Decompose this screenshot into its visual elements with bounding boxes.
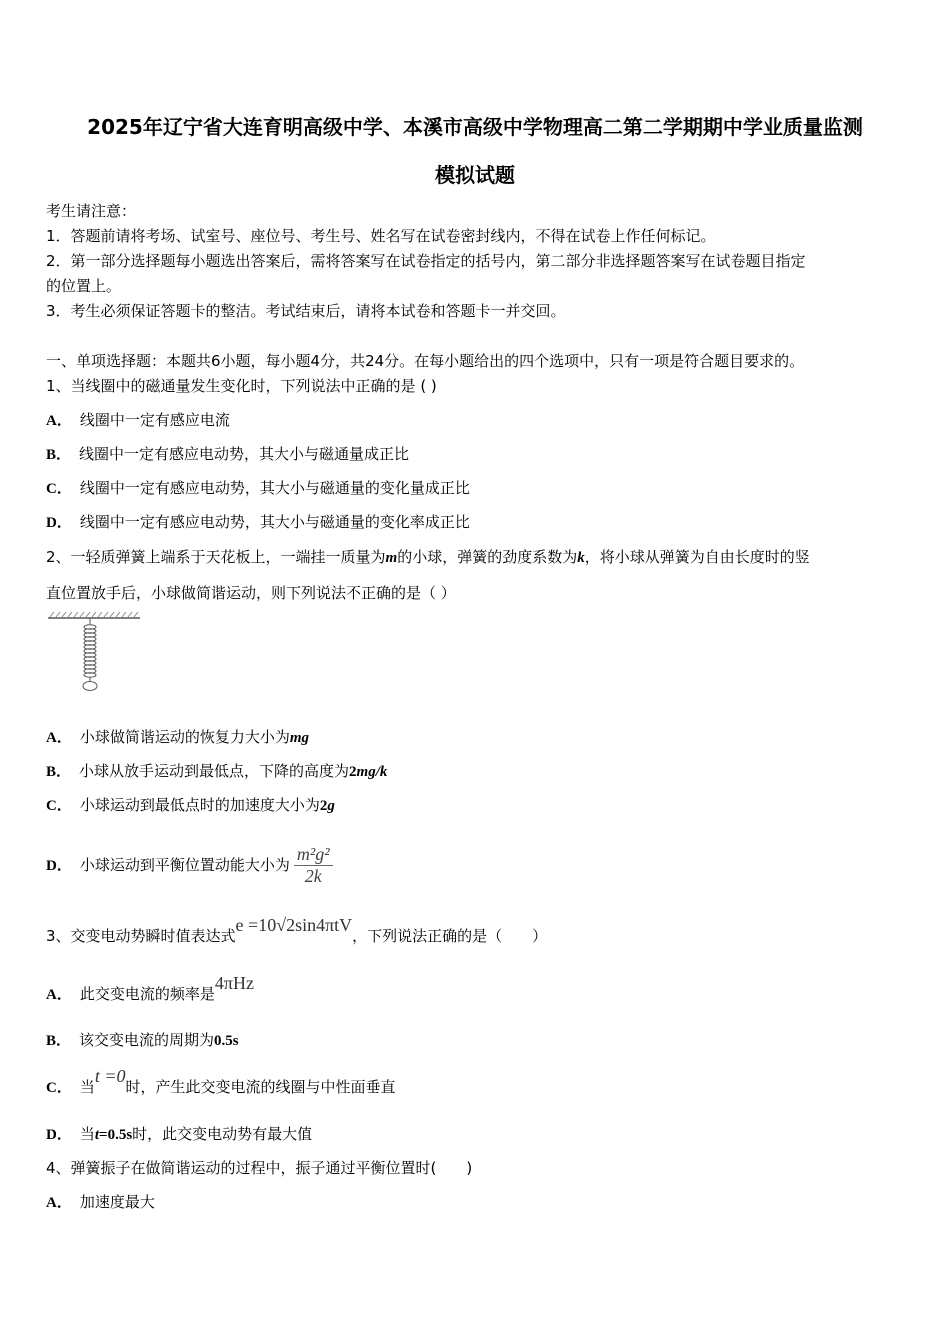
option-label: A． bbox=[46, 987, 72, 1003]
q2-option-c bbox=[46, 795, 335, 816]
option-text: 线圈中一定有感应电流 bbox=[79, 411, 230, 429]
option-math-t: t bbox=[94, 1127, 100, 1143]
section-heading: 一、单项选择题：本题共6小题，每小题4分，共24分。在每小题给出的四个选项中，只有一项是符合题目要求的。 bbox=[46, 352, 805, 370]
option-text: 该交变电流的周期为 bbox=[79, 1031, 215, 1049]
notice-item: 2．第一部分选择题每小题选出答案后，需将答案写在试卷指定的括号内，第二部分非选择题答案写在试卷题目指定 bbox=[46, 252, 806, 270]
option-math-number: 2 bbox=[349, 764, 357, 780]
option-text: 小球从放手运动到最低点，下降的高度为 bbox=[79, 762, 350, 780]
option-text: 线圈中一定有感应电动势，其大小与磁通量成正比 bbox=[79, 445, 410, 463]
option-math: mg bbox=[289, 730, 310, 746]
question-1-stem: 1、当线圈中的磁通量发生变化时，下列说法中正确的是 ( ) bbox=[46, 377, 437, 395]
fraction-denominator: 2k bbox=[304, 866, 322, 886]
option-label: A． bbox=[46, 730, 72, 746]
option-label: B． bbox=[46, 447, 72, 463]
option-text: 线圈中一定有感应电动势，其大小与磁通量的变化量成正比 bbox=[79, 479, 470, 497]
fraction bbox=[294, 844, 333, 887]
stem-text: 2、一轻质弹簧上端系于天花板上，一端挂一质量为 bbox=[46, 548, 386, 566]
q3-option-d bbox=[46, 1124, 312, 1145]
option-text: 加速度最大 bbox=[79, 1193, 155, 1211]
notice-item: 1．答题前请将考场、试室号、座位号、考生号、姓名写在试卷密封线内，不得在试卷上作任何标记。 bbox=[46, 227, 716, 245]
formula: e =10√2sin4πtV bbox=[235, 915, 353, 935]
q4-option-a bbox=[46, 1192, 155, 1213]
option-label: A． bbox=[46, 1195, 72, 1211]
option-text: 线圈中一定有感应电动势，其大小与磁通量的变化率成正比 bbox=[79, 513, 470, 531]
q3-option-b bbox=[46, 1030, 239, 1051]
option-text: 小球运动到平衡位置动能大小为 bbox=[79, 856, 290, 874]
option-label: D． bbox=[46, 1127, 72, 1143]
q1-option-b bbox=[46, 444, 409, 465]
fraction-numerator: m²g² bbox=[294, 844, 333, 866]
stem-text: ，将小球从弹簧为自由长度时的竖 bbox=[584, 548, 810, 566]
title-line-2: 模拟试题 bbox=[435, 163, 515, 187]
title-line-1: 2025年辽宁省大连育明高级中学、本溪市高级中学物理高二第二学期期中学业质量监测 bbox=[87, 115, 863, 139]
option-math-number: 2 bbox=[319, 798, 328, 814]
q2-option-d bbox=[46, 843, 333, 888]
option-math: =0.5s bbox=[99, 1127, 133, 1143]
notice-heading: 考生请注意： bbox=[46, 202, 137, 220]
option-label: C． bbox=[46, 798, 72, 814]
option-text: 当 bbox=[79, 1125, 95, 1143]
option-label: B． bbox=[46, 1033, 72, 1049]
math-k: k bbox=[577, 550, 585, 566]
option-math: 0.5s bbox=[214, 1033, 239, 1049]
option-math: t =0 bbox=[94, 1066, 126, 1086]
q3-option-c bbox=[46, 1066, 396, 1098]
q1-option-d bbox=[46, 512, 470, 533]
option-label: A． bbox=[46, 413, 72, 429]
question-2-stem-line-1 bbox=[46, 547, 810, 568]
option-text: 时，产生此交变电流的线圈与中性面垂直 bbox=[125, 1078, 396, 1096]
option-math: g bbox=[327, 798, 335, 814]
option-label: D． bbox=[46, 858, 72, 874]
option-math: mg/k bbox=[356, 764, 388, 780]
option-label: C． bbox=[46, 1080, 72, 1096]
option-label: B． bbox=[46, 764, 72, 780]
q2-option-a bbox=[46, 727, 309, 748]
q1-option-c bbox=[46, 478, 470, 499]
option-text: 时，此交变电动势有最大值 bbox=[132, 1125, 313, 1143]
stem-text: 3、交变电动势瞬时值表达式 bbox=[46, 927, 236, 945]
q1-option-a bbox=[46, 410, 230, 431]
math-m: m bbox=[385, 550, 398, 566]
stem-text: ，下列说法正确的是（ ） bbox=[352, 927, 548, 945]
option-math: 4πHz bbox=[214, 973, 254, 993]
option-text: 小球运动到最低点时的加速度大小为 bbox=[79, 796, 320, 814]
question-3-stem bbox=[46, 915, 548, 946]
q2-option-b bbox=[46, 761, 387, 782]
option-text: 此交变电流的频率是 bbox=[79, 985, 215, 1003]
option-text: 当 bbox=[79, 1078, 95, 1096]
q3-option-a bbox=[46, 973, 254, 1005]
notice-item: 3．考生必须保证答题卡的整洁。考试结束后，请将本试卷和答题卡一并交回。 bbox=[46, 302, 566, 320]
option-text: 小球做简谐运动的恢复力大小为 bbox=[79, 728, 290, 746]
question-4-stem: 4、弹簧振子在做简谐运动的过程中，振子通过平衡位置时( ) bbox=[46, 1159, 473, 1177]
option-label: D． bbox=[46, 515, 72, 531]
option-label: C． bbox=[46, 481, 72, 497]
stem-text: 的小球，弹簧的劲度系数为 bbox=[397, 548, 578, 566]
question-2-stem-line-2: 直位置放手后，小球做简谐运动，则下列说法不正确的是（ ） bbox=[46, 584, 456, 602]
notice-item: 的位置上。 bbox=[46, 277, 122, 295]
spring-figure bbox=[46, 612, 142, 694]
